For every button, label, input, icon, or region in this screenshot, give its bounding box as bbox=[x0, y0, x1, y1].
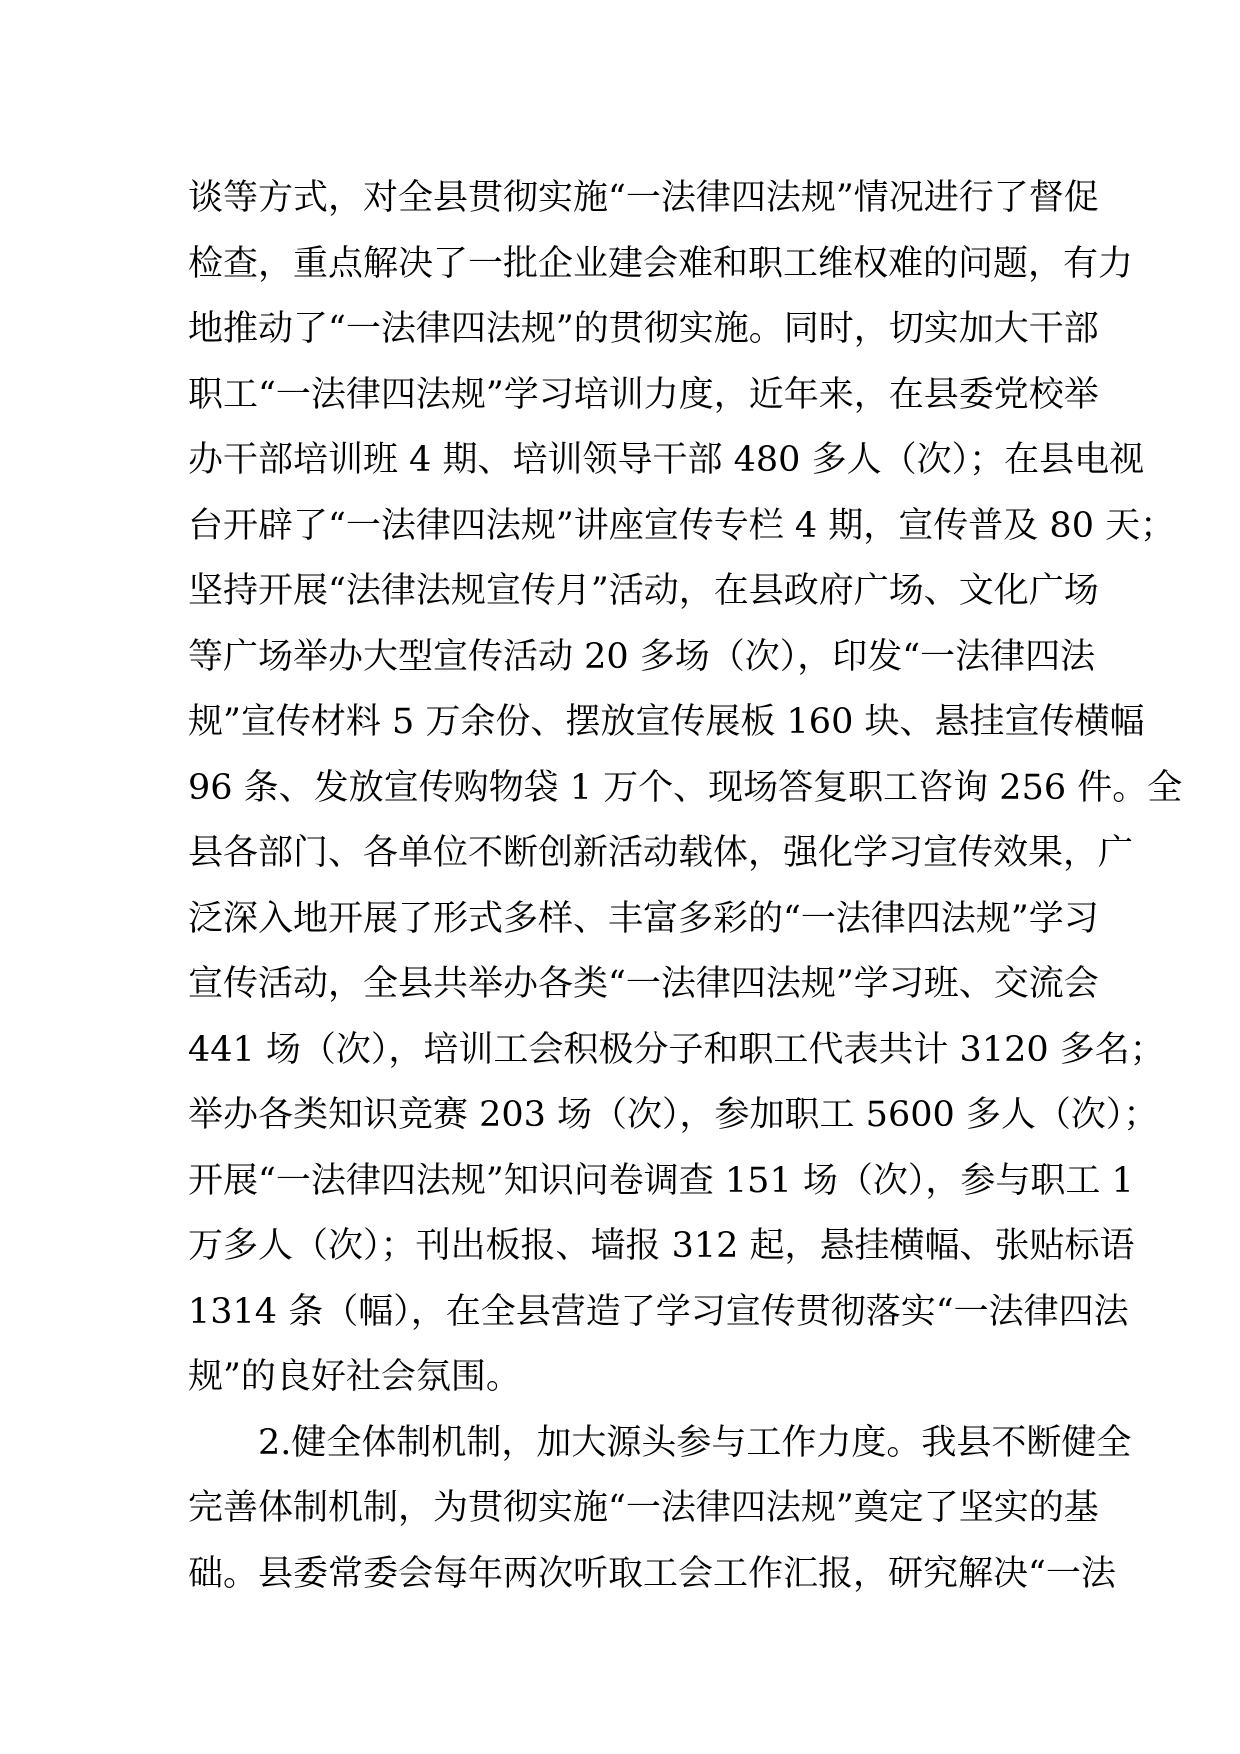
text-line-15: 举办各类知识竞赛 203 场（次），参加职工 5600 多人（次）； bbox=[188, 1095, 1159, 1135]
text-line-10: 96 条、发放宣传购物袋 1 万个、现场答复职工咨询 256 件。全 bbox=[188, 767, 1183, 808]
text-line-12: 泛深入地开展了形式多样、丰富多彩的“一法律四法规”学习 bbox=[188, 898, 1099, 939]
text-line-22: 础。县委常委会每年两次听取工会工作汇报，研究解决“一法 bbox=[188, 1553, 1116, 1594]
text-line-9: 规”宣传材料 5 万余份、摆放宣传展板 160 块、悬挂宣传横幅 bbox=[188, 702, 1145, 742]
text-line-2: 检查，重点解决了一批企业建会难和职工维权难的问题，有力 bbox=[188, 243, 1134, 284]
text-line-7: 坚持开展“法律法规宣传月”活动，在县政府广场、文化广场 bbox=[188, 571, 1099, 611]
text-line-8: 等广场举办大型宣传活动 20 多场（次），印发“一法律四法 bbox=[188, 636, 1096, 677]
text-line-21: 完善体制机制，为贯彻实施“一法律四法规”奠定了坚实的基 bbox=[188, 1488, 1099, 1528]
text-line-1: 谈等方式，对全县贯彻实施“一法律四法规”情况进行了督促 bbox=[188, 178, 1099, 218]
text-line-17: 万多人（次）；刊出板报、墙报 312 起，悬挂横幅、张贴标语 bbox=[188, 1226, 1135, 1266]
text-line-11: 县各部门、各单位不断创新活动载体，强化学习宣传效果，广 bbox=[188, 833, 1134, 873]
body-text bbox=[188, 166, 1183, 1607]
text-line-5: 办干部培训班 4 期、培训领导干部 480 多人（次）；在县电视 bbox=[188, 440, 1145, 480]
text-line-20: 2.健全体制机制，加大源头参与工作力度。我县不断健全 bbox=[258, 1422, 1132, 1463]
text-line-6: 台开辟了“一法律四法规”讲座宣传专栏 4 期，宣传普及 80 天； bbox=[188, 505, 1176, 546]
text-line-4: 职工“一法律四法规”学习培训力度，近年来，在县委党校举 bbox=[188, 374, 1099, 415]
text-line-14: 441 场（次），培训工会积极分子和职工代表共计 3120 多名； bbox=[188, 1029, 1165, 1070]
text-line-16: 开展“一法律四法规”知识问卷调查 151 场（次），参与职工 1 bbox=[188, 1160, 1134, 1201]
text-line-13: 宣传活动，全县共举办各类“一法律四法规”学习班、交流会 bbox=[188, 964, 1099, 1004]
text-line-19: 规”的良好社会氛围。 bbox=[188, 1357, 521, 1397]
text-line-18: 1314 条（幅），在全县营造了学习宣传贯彻落实“一法律四法 bbox=[188, 1291, 1129, 1332]
text-line-3: 地推动了“一法律四法规”的贯彻实施。同时，切实加大干部 bbox=[188, 309, 1099, 349]
